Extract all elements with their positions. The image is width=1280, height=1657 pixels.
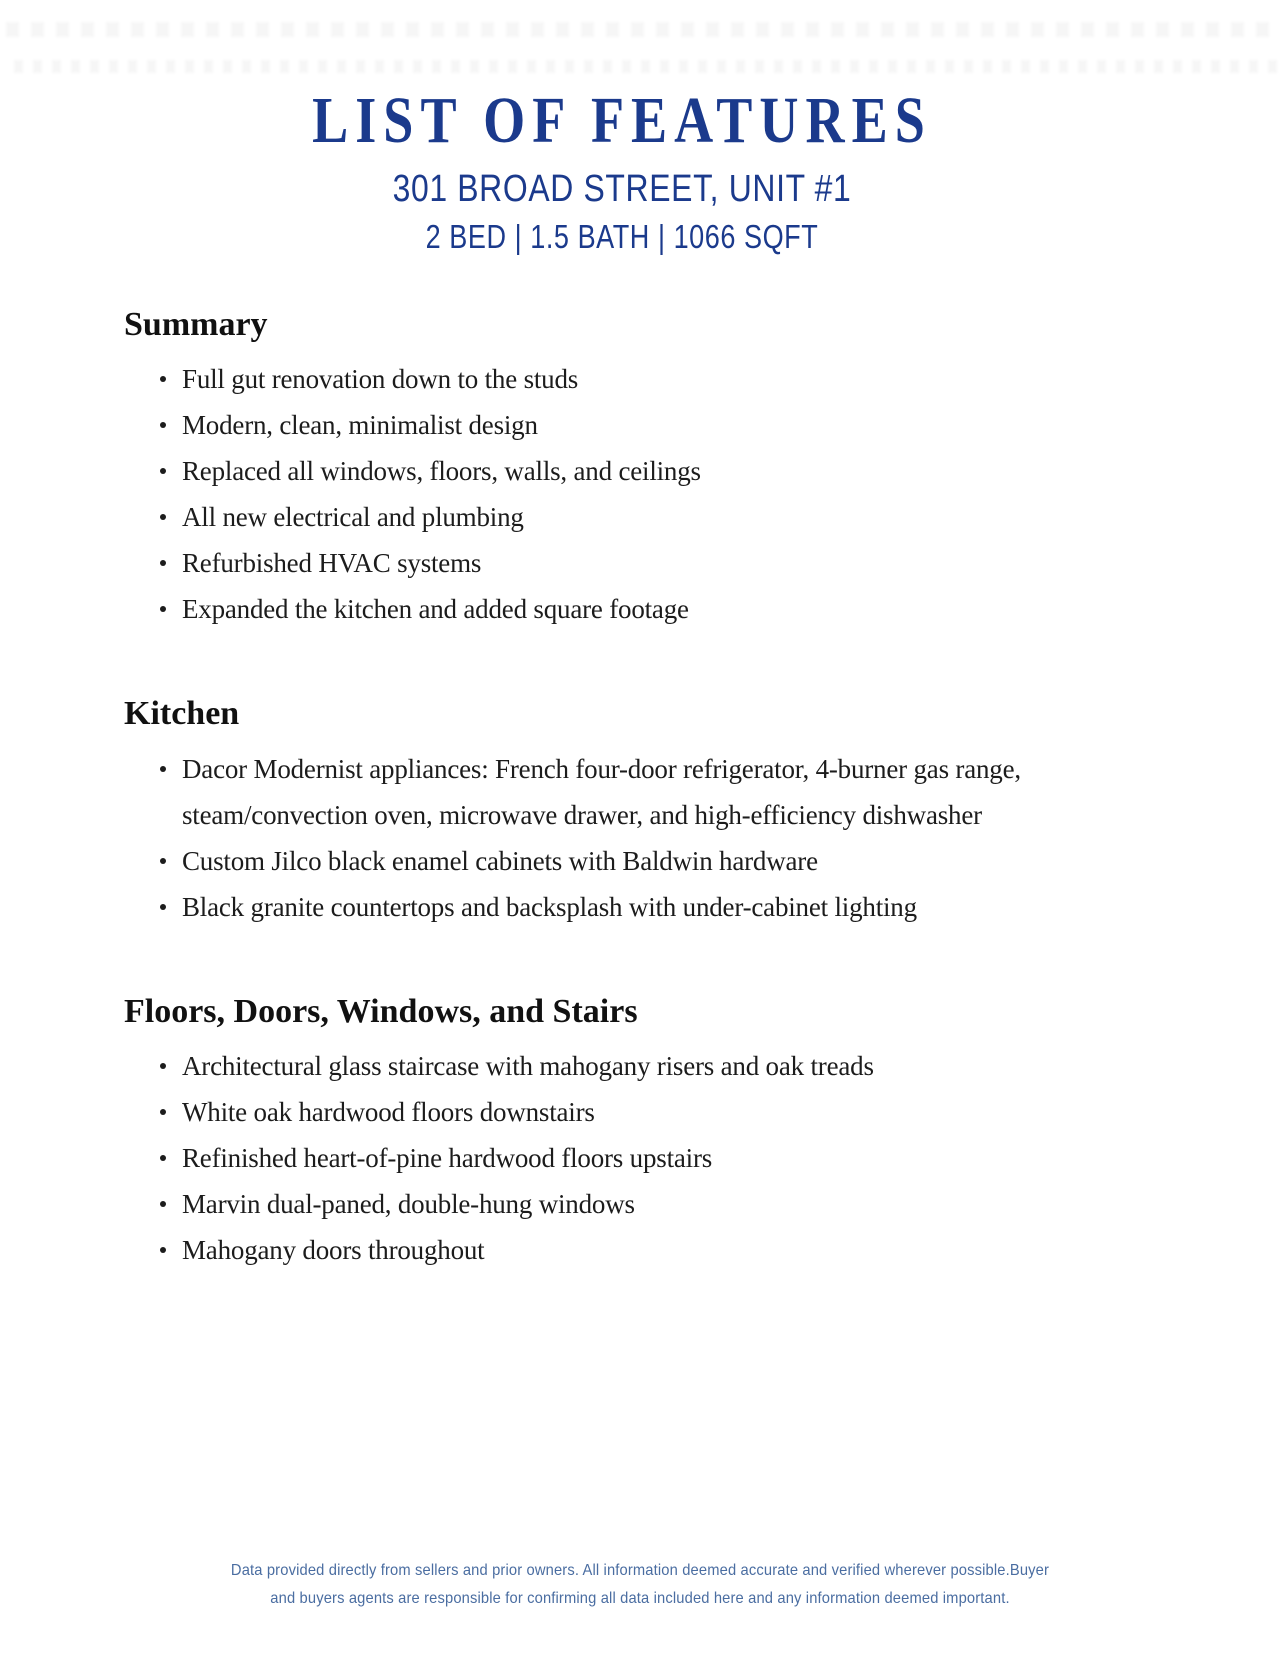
section-heading: Floors, Doors, Windows, and Stairs — [124, 992, 638, 1030]
bullet-icon — [160, 1201, 166, 1207]
feature-item-text: Custom Jilco black enamel cabinets with Baldwin hardware — [182, 845, 818, 876]
feature-item — [124, 884, 1109, 930]
page-title: LIST OF FEATURES — [312, 84, 932, 157]
feature-item-text: Full gut renovation down to the studs — [182, 364, 579, 395]
feature-item-text: Expanded the kitchen and added square footage — [182, 594, 689, 625]
disclaimer-line-2: and buyers agents are responsible for confirming all data included here and any information deemed important. — [270, 1590, 1010, 1607]
feature-item-text: Architectural glass staircase with mahogany risers and oak treads — [182, 1050, 874, 1081]
feature-item-text: All new electrical and plumbing — [182, 502, 524, 533]
features-document — [124, 305, 1190, 1272]
disclaimer-footer — [0, 1557, 1280, 1613]
bullet-icon — [160, 1247, 166, 1253]
feature-item — [124, 1135, 1109, 1181]
bullet-icon — [160, 1063, 166, 1069]
feature-list — [124, 1043, 1190, 1273]
feature-list — [124, 356, 1190, 632]
bullet-icon — [160, 904, 166, 910]
feature-list — [124, 746, 1190, 930]
section-heading: Kitchen — [124, 695, 240, 733]
bullet-icon — [160, 766, 166, 772]
disclaimer-line-1: Data provided directly from sellers and prior owners. All information deemed accurate and verified wherever possible.Buyer — [230, 1562, 1050, 1579]
feature-item — [124, 1089, 1109, 1135]
bullet-icon — [160, 1109, 166, 1115]
feature-item — [124, 402, 1109, 448]
feature-item — [124, 540, 1109, 586]
feature-item-text: Dacor Modernist appliances: French four-door refrigerator, 4-burner gas range, steam/convection oven, microwave drawer, and high-efficiency dishwasher — [182, 753, 1021, 830]
feature-item-text: Replaced all windows, floors, walls, and ceilings — [182, 456, 701, 487]
bullet-icon — [160, 560, 166, 566]
feature-item-text: Refinished heart-of-pine hardwood floors upstairs — [182, 1142, 713, 1173]
feature-item-text: Modern, clean, minimalist design — [182, 410, 538, 441]
feature-item-text: Mahogany doors throughout — [182, 1234, 485, 1265]
feature-item — [124, 1181, 1109, 1227]
feature-item — [124, 448, 1109, 494]
section-heading: Summary — [124, 306, 268, 344]
bullet-icon — [160, 376, 166, 382]
feature-item-text: White oak hardwood floors downstairs — [182, 1096, 595, 1127]
feature-item — [124, 838, 1109, 884]
feature-item — [124, 586, 1109, 632]
bullet-icon — [160, 858, 166, 864]
feature-item-text: Marvin dual-paned, double-hung windows — [182, 1188, 635, 1219]
feature-item — [124, 356, 1109, 402]
feature-item — [124, 494, 1109, 540]
feature-item-text: Refurbished HVAC systems — [182, 548, 482, 579]
feature-item — [124, 746, 1109, 838]
property-address: 301 BROAD STREET, UNIT #1 — [392, 168, 852, 211]
sections — [124, 305, 1190, 1272]
bullet-icon — [160, 1155, 166, 1161]
feature-item — [124, 1043, 1109, 1089]
bullet-icon — [160, 422, 166, 428]
bullet-icon — [160, 468, 166, 474]
feature-section — [124, 694, 1190, 929]
feature-section — [124, 305, 1190, 632]
feature-section — [124, 992, 1190, 1273]
bullet-icon — [160, 514, 166, 520]
scan-artifact-noise — [0, 8, 1280, 90]
bullet-icon — [160, 606, 166, 612]
feature-item-text: Black granite countertops and backsplash with under-cabinet lighting — [182, 891, 917, 922]
property-specs: 2 BED | 1.5 BATH | 1066 SQFT — [425, 218, 819, 256]
feature-item — [124, 1227, 1109, 1273]
